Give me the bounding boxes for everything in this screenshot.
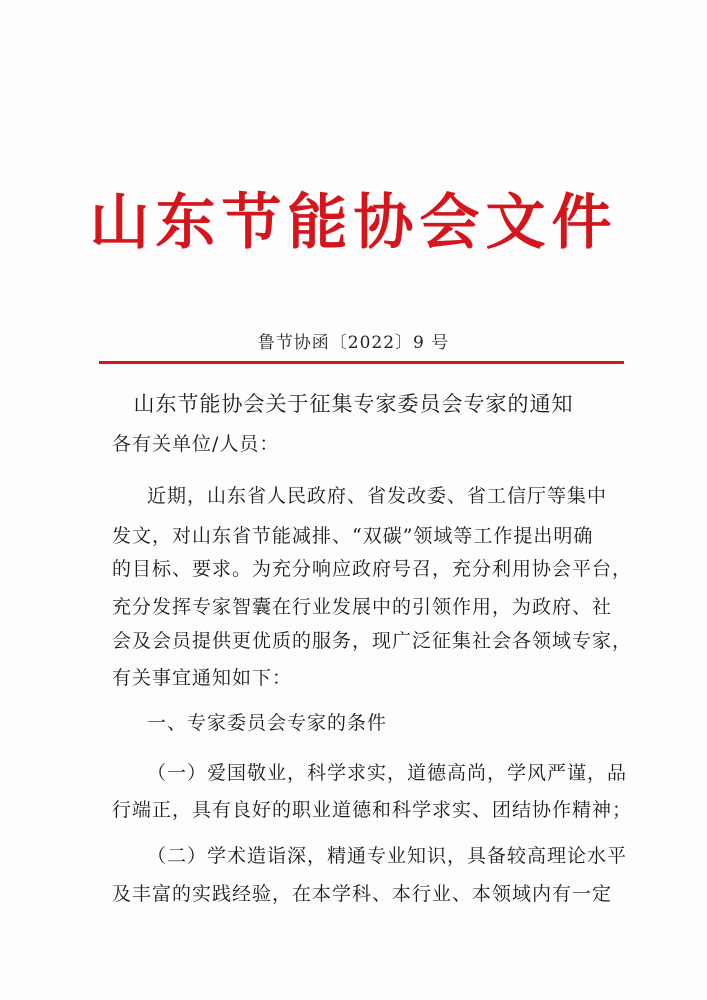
body-line: 会及会员提供更优质的服务，现广泛征集社会各领域专家， <box>112 630 633 652</box>
notice-title: 山东节能协会关于征集专家委员会专家的通知 <box>133 392 574 416</box>
body-line: 的目标、要求。为充分响应政府号召，充分利用协会平台， <box>112 558 633 580</box>
body-line: 有关事宜通知如下： <box>112 667 293 689</box>
section-heading: 一、专家委员会专家的条件 <box>147 712 388 734</box>
body-line: （一）爱国敬业，科学求实，道德高尚，学风严谨，品 <box>147 762 628 784</box>
salutation: 各有关单位/人员： <box>112 433 280 455</box>
red-divider-line <box>99 361 624 364</box>
body-line: 及丰富的实践经验，在本学科、本行业、本领域内有一定 <box>112 883 613 905</box>
org-header-title: 山东节能协会文件 <box>89 188 618 258</box>
body-line: 发文，对山东省节能减排、“双碳”领域等工作提出明确 <box>112 525 594 547</box>
document-number: 鲁节协函〔2022〕9 号 <box>257 333 450 353</box>
body-line: 近期，山东省人民政府、省发改委、省工信厅等集中 <box>147 485 608 507</box>
body-line: （二）学术造诣深，精通专业知识，具备较高理论水平 <box>147 845 628 867</box>
body-line: 充分发挥专家智囊在行业发展中的引领作用，为政府、社 <box>112 596 613 618</box>
body-line: 行端正，具有良好的职业道德和科学求实、团结协作精神； <box>112 799 633 821</box>
